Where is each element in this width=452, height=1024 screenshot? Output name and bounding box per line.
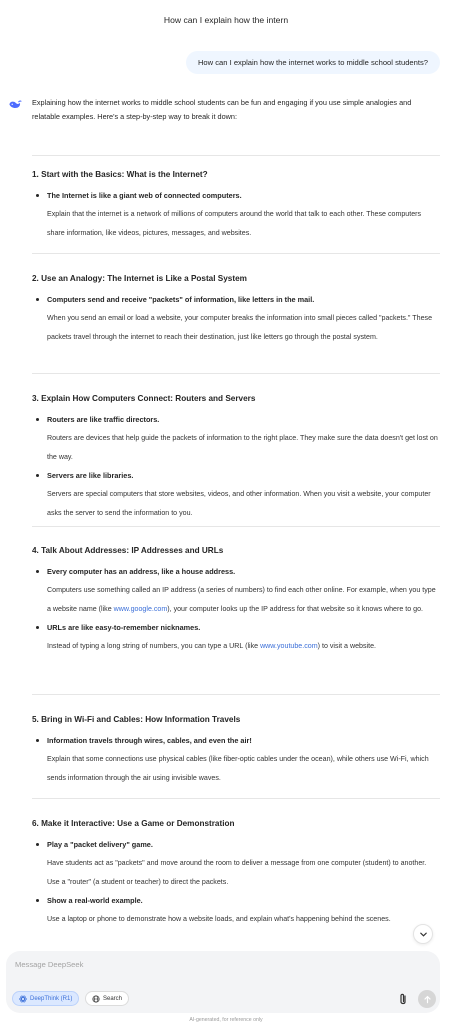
item-description: When you send an email or load a website, your computer breaks the information into small pieces called "packets." These packets travel through the internet to reach their destination, just like letters go through the postal system. [47, 314, 433, 341]
bullet [36, 418, 39, 421]
user-message-bubble: How can I explain how the internet works to middle school students? [186, 51, 440, 74]
chat-title: How can I explain how the intern [163, 15, 289, 25]
item-title: The Internet is like a giant web of connected computers. [47, 191, 242, 200]
section-divider [32, 253, 440, 254]
section-divider [32, 798, 440, 799]
chevron-down-icon [419, 930, 428, 939]
section-heading: 2. Use an Analogy: The Internet is Like a Postal System [32, 274, 247, 283]
send-button[interactable] [418, 990, 436, 1008]
item-title: Play a "packet delivery" game. [47, 840, 153, 849]
section-6 [32, 818, 440, 927]
globe-icon [92, 995, 100, 1003]
search-button[interactable] [85, 991, 129, 1006]
bullet [36, 739, 39, 742]
list-item [32, 565, 440, 617]
item-description: Explain that some connections use physical cables (like fiber-optic cables under the ocean), while others use Wi-Fi, which sends information through the air using invisible waves. [47, 755, 429, 782]
list-item [32, 838, 440, 890]
list-item [32, 189, 440, 241]
item-title: URLs are like easy-to-remember nicknames. [47, 623, 201, 632]
bullet [36, 194, 39, 197]
list-item [32, 293, 440, 345]
desc-text: ), your computer looks up the IP address for that website so it knows where to go. [167, 605, 424, 613]
atom-icon [19, 995, 27, 1003]
item-title: Routers are like traffic directors. [47, 415, 160, 424]
deepthink-label: DeepThink (R1) [30, 995, 73, 1002]
paperclip-icon[interactable] [396, 992, 410, 1006]
item-description: Routers are devices that help guide the packets of information to the right place. They make sure the data doesn't get lost on the way. [47, 434, 438, 461]
item-description [47, 586, 436, 613]
section-divider [32, 694, 440, 695]
section-divider [32, 155, 440, 156]
section-4 [32, 545, 440, 654]
desc-text: Instead of typing a long string of numbers, you can type a URL (like [47, 642, 261, 650]
item-description: Explain that the internet is a network of millions of computers around the world that talk to each other. These computers share information, like videos, pictures, messages, and websites. [47, 210, 422, 237]
section-divider [32, 373, 440, 374]
item-description [47, 642, 376, 650]
deepseek-whale-icon [8, 98, 22, 112]
assistant-intro: Explaining how the internet works to middle school students can be fun and engaging if you use simple analogies and relatable examples. Here's a step-by-step way to break it down: [32, 98, 412, 121]
section-5 [32, 714, 440, 786]
message-composer[interactable] [6, 951, 440, 1013]
section-2 [32, 273, 440, 345]
section-heading: 6. Make it Interactive: Use a Game or Demonstration [32, 819, 235, 828]
section-heading: 1. Start with the Basics: What is the Internet? [32, 170, 208, 179]
message-input[interactable]: Message DeepSeek [15, 960, 84, 969]
item-title: Information travels through wires, cables, and even the air! [47, 736, 252, 745]
bullet [36, 843, 39, 846]
item-title: Every computer has an address, like a house address. [47, 567, 236, 576]
bullet [36, 899, 39, 902]
bullet [36, 626, 39, 629]
list-item [32, 621, 440, 654]
bullet [36, 570, 39, 573]
section-heading: 5. Bring in Wi-Fi and Cables: How Information Travels [32, 715, 241, 724]
deepthink-button[interactable] [12, 991, 79, 1006]
youtube-link[interactable]: www.youtube.com [260, 642, 318, 650]
chat-title-bar [0, 0, 452, 40]
bullet [36, 298, 39, 301]
section-heading: 4. Talk About Addresses: IP Addresses and URLs [32, 546, 224, 555]
section-1 [32, 169, 440, 241]
item-title: Show a real-world example. [47, 896, 143, 905]
google-link[interactable]: www.google.com [113, 605, 168, 613]
desc-text: Computers use something called an IP address (a series of numbers) to find each other online. For example, when you type a website name (like [47, 586, 436, 613]
search-label: Search [103, 995, 123, 1002]
section-3 [32, 393, 440, 521]
ai-disclaimer: AI-generated, for reference only [189, 1017, 263, 1023]
item-description: Use a laptop or phone to demonstrate how a website loads, and explain what's happening behind the scenes. [47, 915, 391, 923]
list-item [32, 734, 440, 786]
section-divider [32, 526, 440, 527]
desc-text: ) to visit a website. [317, 642, 376, 650]
list-item [32, 413, 440, 465]
item-title: Computers send and receive "packets" of information, like letters in the mail. [47, 295, 315, 304]
list-item [32, 894, 440, 927]
item-description: Servers are special computers that store websites, videos, and other information. When you visit a website, your computer asks the server to send the information to you. [47, 490, 431, 517]
item-title: Servers are like libraries. [47, 471, 134, 480]
arrow-up-icon [423, 995, 432, 1004]
section-heading: 3. Explain How Computers Connect: Routers and Servers [32, 394, 256, 403]
list-item [32, 469, 440, 521]
scroll-down-button[interactable] [413, 924, 433, 944]
bullet [36, 474, 39, 477]
item-description: Have students act as "packets" and move around the room to deliver a message from one computer (student) to another. Use a "router" (a student or teacher) to direct the packets. [47, 859, 427, 886]
